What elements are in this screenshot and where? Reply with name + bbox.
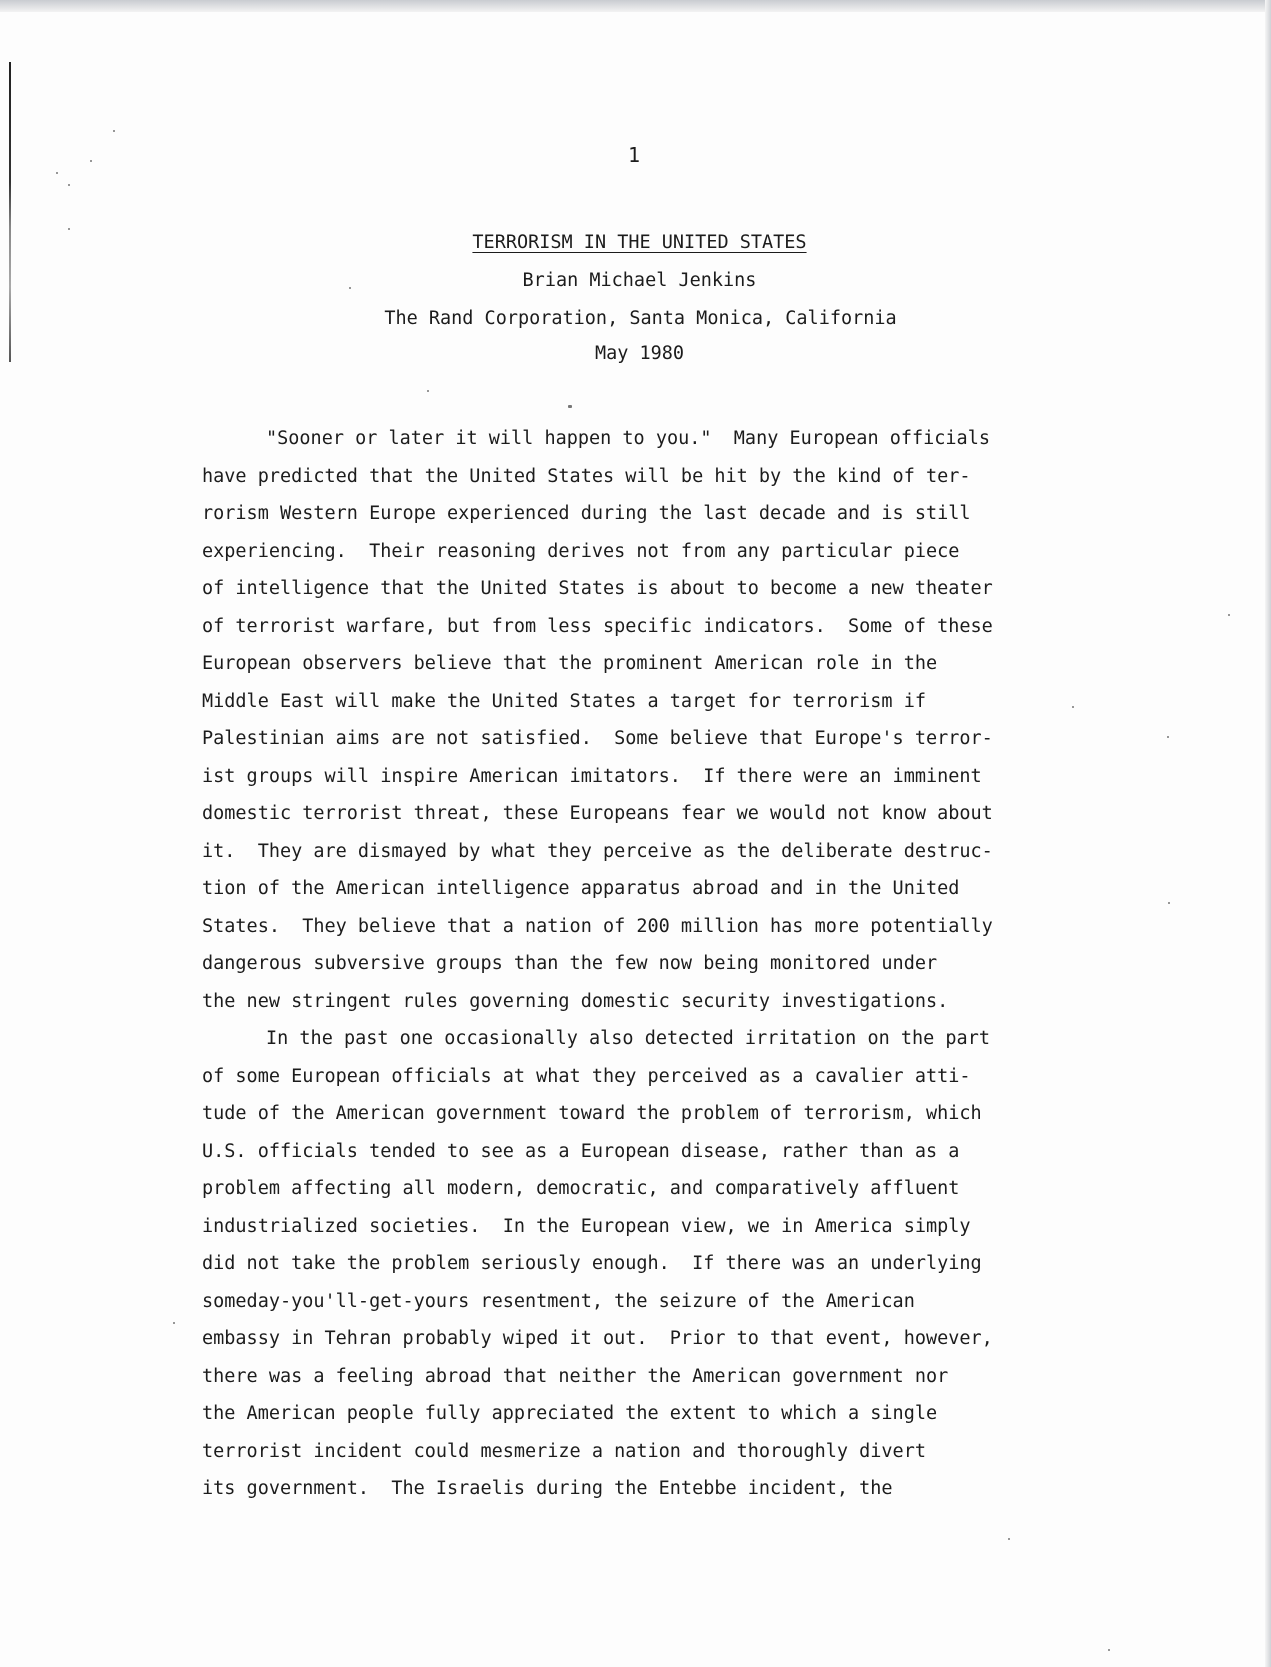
scan-speck	[173, 1322, 175, 1324]
text-line: States. They believe that a nation of 200 million has more potentially	[202, 915, 993, 937]
scan-speck	[90, 160, 92, 162]
paragraph	[202, 1020, 1102, 1508]
paragraph	[202, 420, 1102, 1020]
text-line: European observers believe that the prominent American role in the	[202, 653, 938, 674]
text-line: industrialized societies. In the European view, we in America simply	[202, 1215, 971, 1237]
text-line: of intelligence that the United States is about to become a new theater	[202, 578, 993, 599]
scan-speck	[68, 228, 70, 230]
text-line: domestic terrorist threat, these Europeans fear we would not know about	[202, 803, 993, 824]
scan-speck	[1228, 614, 1230, 616]
document-title-text: TERRORISM IN THE UNITED STATES	[472, 232, 807, 253]
publication-date: May 1980	[594, 343, 685, 364]
scan-speck	[68, 184, 70, 186]
text-line: dangerous subversive groups than the few now being monitored under	[202, 953, 938, 974]
text-line: of terrorist warfare, but from less specific indicators. Some of these	[202, 615, 993, 637]
text-line: ist groups will inspire American imitators. If there were an imminent	[202, 765, 982, 787]
text-line: embassy in Tehran probably wiped it out. Prior to that event, however,	[202, 1328, 993, 1349]
scan-speck	[1167, 736, 1169, 738]
scan-speck	[427, 390, 429, 392]
scan-speck	[1168, 902, 1170, 904]
document-title	[0, 232, 1271, 253]
author-name: Brian Michael Jenkins	[522, 270, 757, 291]
text-line: Palestinian aims are not satisfied. Some believe that Europe's terror-	[202, 728, 993, 749]
page-number: 1	[627, 143, 641, 167]
text-line: problem affecting all modern, democratic, and comparatively affluent	[202, 1178, 960, 1199]
text-line: tude of the American government toward the problem of terrorism, which	[202, 1103, 982, 1124]
text-line: experiencing. Their reasoning derives not from any particular piece	[202, 540, 960, 562]
text-line: the American people fully appreciated the extent to which a single	[202, 1403, 938, 1424]
text-line: "Sooner or later it will happen to you." Many European officials	[266, 428, 990, 449]
scan-speck	[568, 405, 572, 408]
text-line: rorism Western Europe experienced during the last decade and is still	[202, 503, 971, 524]
text-line: there was a feeling abroad that neither the American government nor	[202, 1365, 949, 1387]
text-line: it. They are dismayed by what they perceive as the deliberate destruc-	[202, 840, 993, 862]
author-affiliation: The Rand Corporation, Santa Monica, California	[384, 308, 897, 329]
scan-speck	[56, 172, 58, 174]
text-line: its government. The Israelis during the Entebbe incident, the	[202, 1478, 893, 1499]
text-line: of some European officials at what they perceived as a cavalier atti-	[202, 1065, 971, 1087]
text-line: Middle East will make the United States a target for terrorism if	[202, 690, 926, 712]
scan-speck	[1008, 1538, 1010, 1540]
scan-top-edge	[0, 0, 1271, 12]
text-line: In the past one occasionally also detected irritation on the part	[266, 1028, 990, 1049]
scan-speck	[1108, 1649, 1110, 1651]
text-line: the new stringent rules governing domestic security investigations.	[202, 990, 949, 1012]
text-line: did not take the problem seriously enough. If there was an underlying	[202, 1253, 982, 1274]
text-line: someday-you'll-get-yours resentment, the seizure of the American	[202, 1290, 915, 1312]
scan-speck	[113, 130, 115, 132]
text-line: tion of the American intelligence apparatus abroad and in the United	[202, 878, 960, 899]
text-line: terrorist incident could mesmerize a nation and thoroughly divert	[202, 1440, 926, 1462]
text-line: have predicted that the United States will be hit by the kind of ter-	[202, 465, 971, 487]
text-line: U.S. officials tended to see as a European disease, rather than as a	[202, 1140, 960, 1162]
body-text	[202, 420, 1102, 1508]
